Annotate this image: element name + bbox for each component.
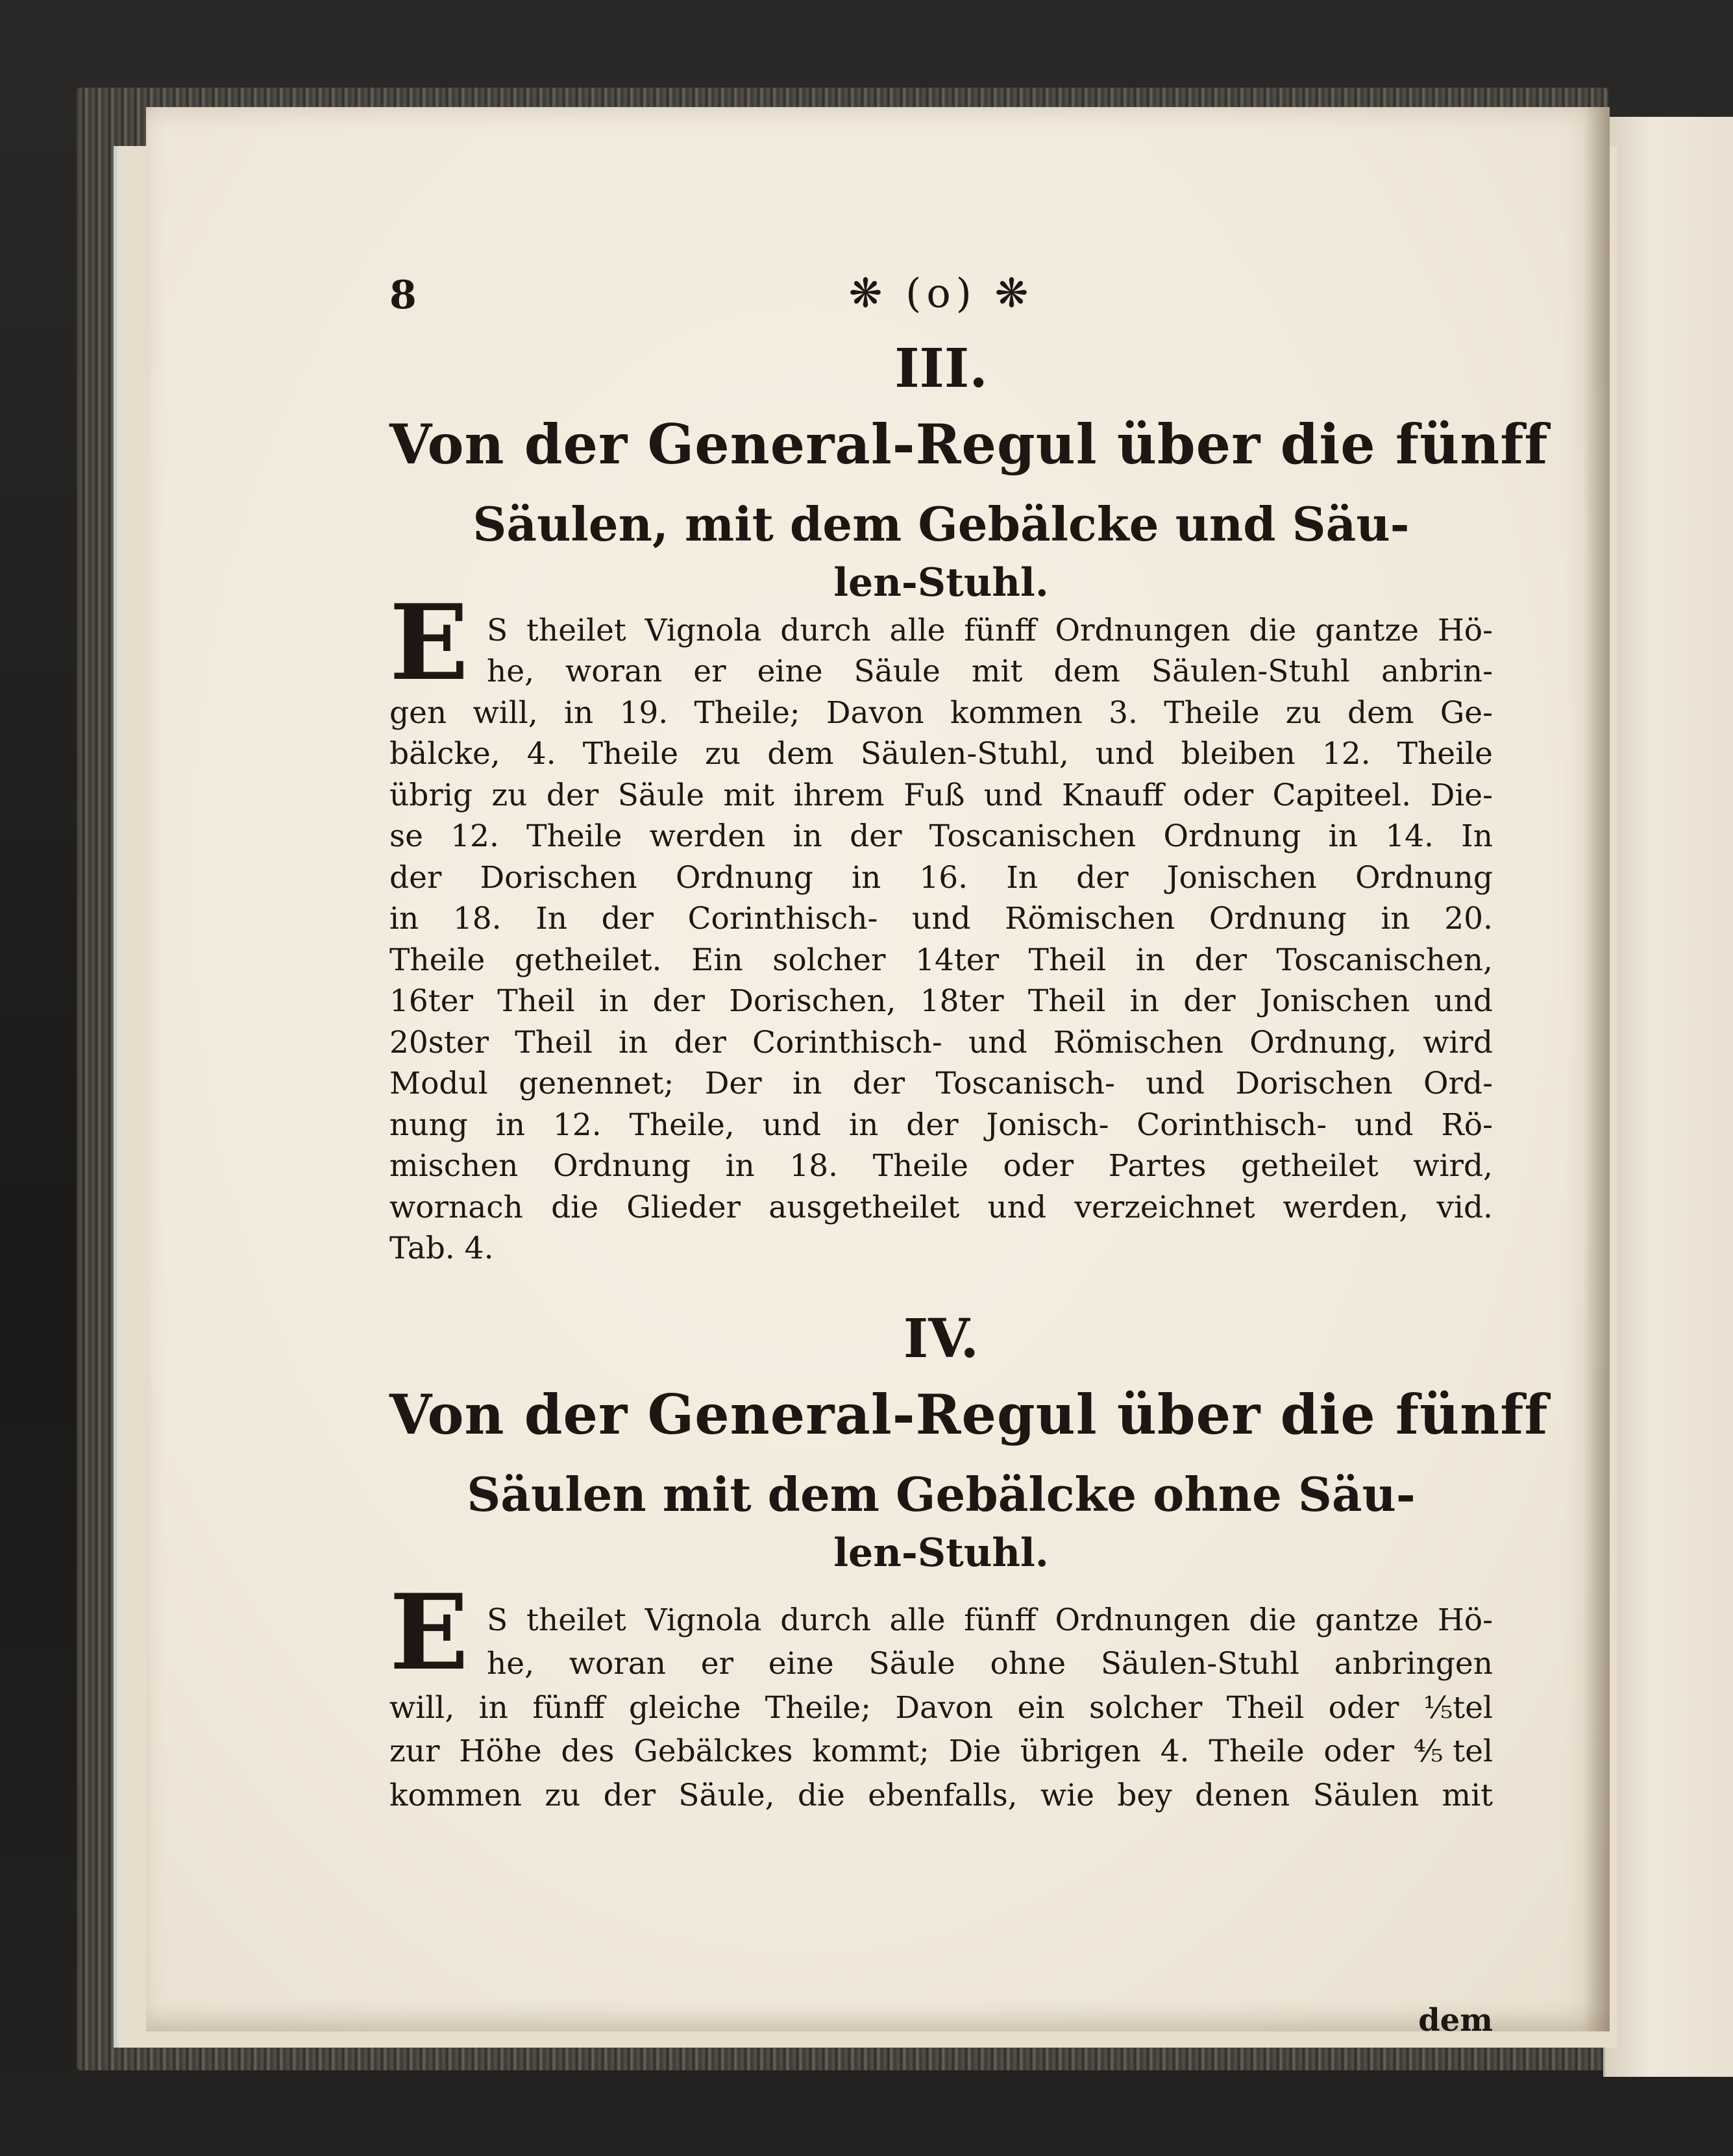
section-heading-line: Säulen mit dem Gebälcke ohne Säu- — [467, 1467, 1416, 1522]
book-page — [146, 107, 1610, 2039]
body-line: kommen zu der Säule, die ebenfalls, wie bey denen Säulen mit — [389, 1778, 1493, 1813]
body-line: gen will, in 19. Theile; Davon kommen 3. Theile zu dem Ge- — [389, 695, 1493, 731]
body-line: übrig zu der Säule mit ihrem Fuß und Knauff oder Capiteel. Die- — [389, 778, 1493, 813]
body-line: 16ter Theil in der Dorischen, 18ter Theil in der Jonischen und — [389, 983, 1493, 1019]
body-line: Tab. 4. — [389, 1231, 494, 1266]
drop-cap: E — [389, 1571, 469, 1693]
page-gutter-shadow — [1584, 107, 1610, 2031]
section-number: III. — [894, 337, 988, 400]
section-heading-line: Von der General-Regul über die fünff — [389, 1382, 1549, 1447]
body-line: S theilet Vignola durch alle fünff Ordnungen die gantze Hö- — [487, 1602, 1493, 1638]
body-line: Theile getheilet. Ein solcher 14ter Theil in der Toscanischen, — [389, 942, 1493, 978]
section-heading-line: len-Stuhl. — [833, 1530, 1049, 1576]
body-line: der Dorischen Ordnung in 16. In der Jonischen Ordnung — [389, 860, 1493, 896]
body-line: will, in fünff gleiche Theile; Davon ein solcher Theil oder ⅕tel — [389, 1690, 1493, 1726]
catchword: dem — [1418, 2002, 1493, 2039]
body-line: se 12. Theile werden in der Toscanischen Ordnung in 14. In — [389, 818, 1493, 854]
body-line: 20ster Theil in der Corinthisch- und Römischen Ordnung, wird — [389, 1025, 1493, 1060]
section-heading-line: Säulen, mit dem Gebälcke und Säu- — [473, 496, 1410, 552]
body-line: bälcke, 4. Theile zu dem Säulen-Stuhl, und bleiben 12. Theile — [389, 736, 1493, 772]
body-line: S theilet Vignola durch alle fünff Ordnungen die gantze Hö- — [487, 613, 1493, 648]
facing-page — [1603, 117, 1733, 2077]
body-line: zur Höhe des Gebälckes kommt; Die übrigen 4. Theile oder ⅘tel — [389, 1733, 1493, 1769]
page-number: 8 — [389, 273, 417, 318]
section-number: IV. — [903, 1308, 979, 1370]
section-heading-line: len-Stuhl. — [833, 560, 1049, 606]
body-line: Modul genennet; Der in der Toscanisch- und Dorischen Ord- — [389, 1066, 1493, 1101]
body-line: wornach die Glieder ausgetheilet und verzeichnet werden, vid. — [389, 1190, 1493, 1225]
header-ornament: ❋ (o) ❋ — [848, 269, 1034, 317]
drop-cap: E — [389, 582, 469, 704]
body-line: he, woran er eine Säule mit dem Säulen-Stuhl anbrin- — [487, 654, 1493, 689]
section-heading-line: Von der General-Regul über die fünff — [389, 412, 1549, 476]
body-line: he, woran er eine Säule ohne Säulen-Stuhl anbringen — [487, 1646, 1493, 1682]
body-line: mischen Ordnung in 18. Theile oder Partes getheilet wird, — [389, 1148, 1493, 1184]
body-line: in 18. In der Corinthisch- und Römischen Ordnung in 20. — [389, 901, 1493, 937]
body-line: nung in 12. Theile, und in der Jonisch- Corinthisch- und Rö- — [389, 1107, 1493, 1143]
